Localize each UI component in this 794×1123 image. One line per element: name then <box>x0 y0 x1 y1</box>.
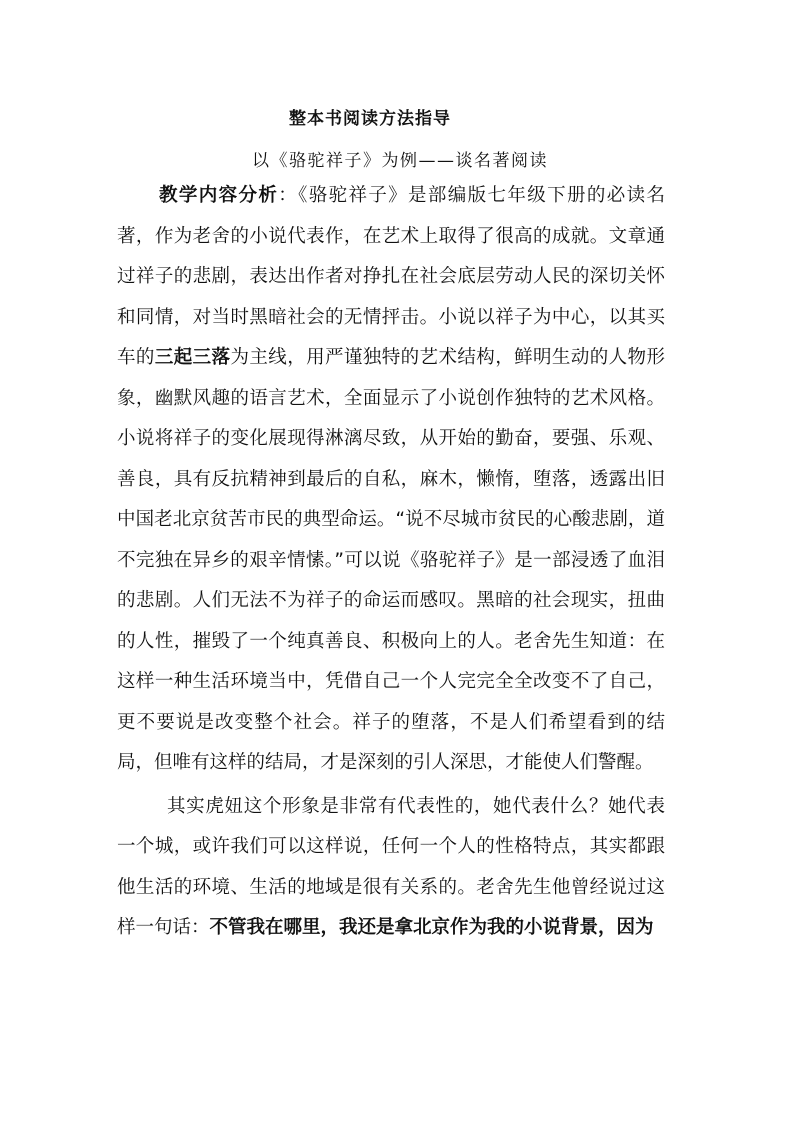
paragraph-huniu <box>117 787 665 949</box>
label-colon: ： <box>278 185 299 206</box>
document-title: 整本书阅读方法指导 <box>289 109 451 129</box>
emphasis-text: 三起三落 <box>154 347 231 368</box>
paragraph-text: 其实虎妞这个形象是非常有代表性的，她代表什么？她代表一个城，或许我们可以这样说，任何一个人的性格特点，其实都跟他生活的环境、生活的地域是很有关系的。老舍先生他曾经说过这样一句话： <box>117 795 665 938</box>
document-subtitle: 以《骆驼祥子》为例——谈名著阅读 <box>252 151 548 171</box>
quote-text: 不管我在哪里，我还是拿北京作为我的小说背景，因为 <box>209 917 654 938</box>
paragraph-text: 《骆驼祥子》是部编版七年级下册的必读名著，作为老舍的小说代表作，在艺术上取得了很高的成就。文章通过祥子的悲剧，表达出作者对挣扎在社会底层劳动人民的深切关怀和同情，对当时黑暗社会的无情抨击。小说以祥子为中心，以其买车的 <box>117 185 665 368</box>
document-body <box>117 176 665 949</box>
section-label: 教学内容分析 <box>159 185 279 206</box>
paragraph-teaching-analysis <box>117 176 665 784</box>
paragraph-text: 为主线，用严谨独特的艺术结构，鲜明生动的人物形象，幽默风趣的语言艺术，全面显示了小说创作独特的艺术风格。小说将祥子的变化展现得淋漓尽致，从开始的勤奋，要强、乐观、善良，具有反抗精神到最后的自私，麻木，懒惰，堕落，透露出旧中国老北京贫苦市民的典型命运。“说不尽城市贫民的心酸悲剧，道不完独在异乡的艰辛情愫。”可以说《骆驼祥子》是一部浸透了血泪的悲剧。人们无法不为祥子的命运而感叹。黑暗的社会现实，扭曲的人性，摧毁了一个纯真善良、积极向上的人。老舍先生知道：在这样一种生活环境当中，凭借自己一个人完完全全改变不了自己，更不要说是改变整个社会。祥子的堕落，不是人们希望看到的结局，但唯有这样的结局，才是深刻的引人深思，才能使人们警醒。 <box>117 347 665 773</box>
